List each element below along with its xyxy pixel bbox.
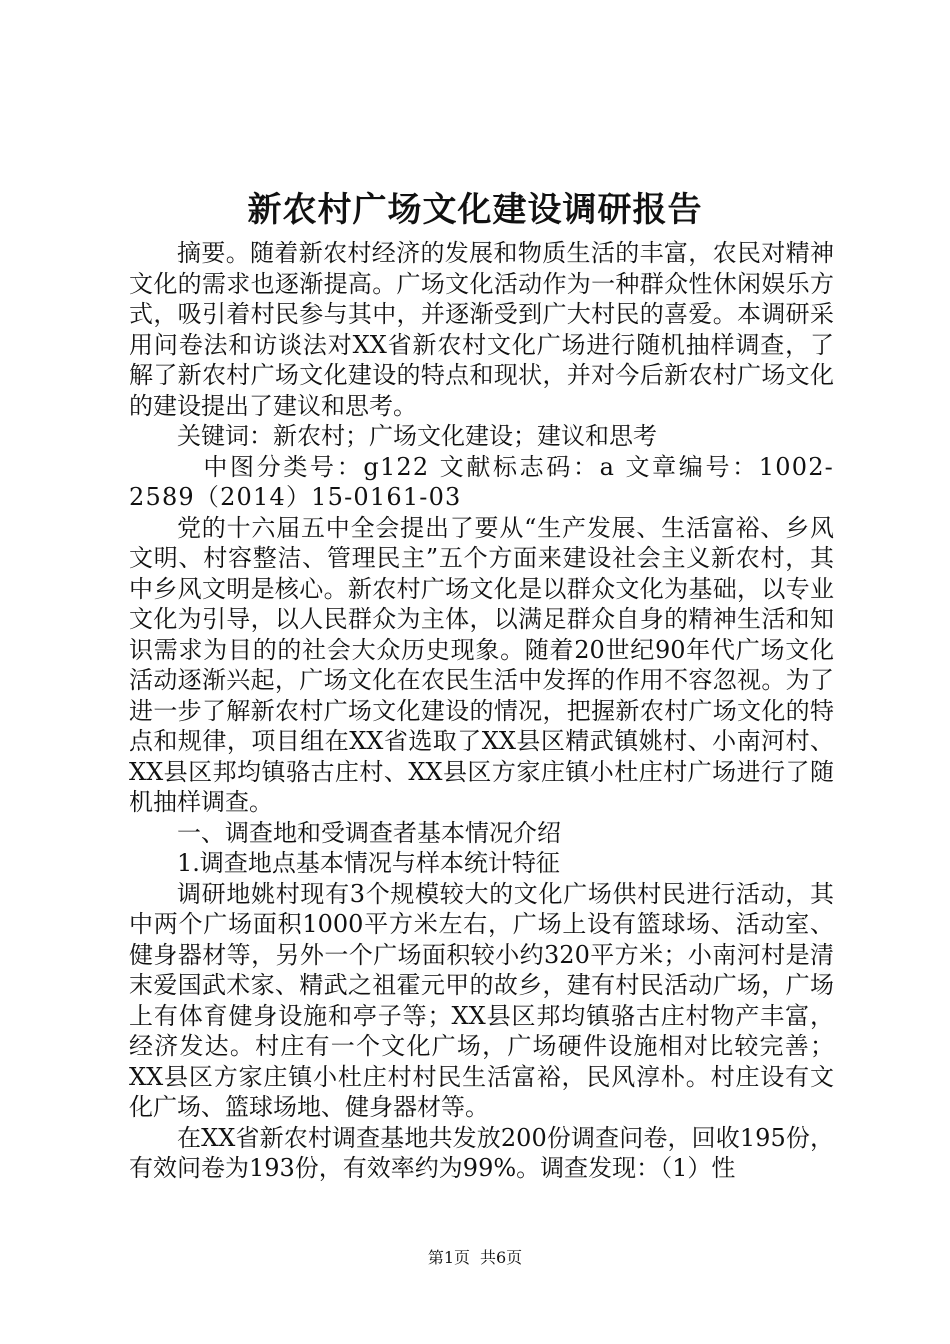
section-heading: 一、调查地和受调查者基本情况介绍 (177, 818, 561, 847)
page-total: 共6页 (480, 1248, 523, 1267)
keywords-paragraph: 关键词：新农村；广场文化建设；建议和思考 (177, 422, 657, 450)
questionnaire-paragraph: 在XX省新农村调查基地共发放200份调查问卷，回收195份，有效问卷为193份，有效率约为99%。调查发现：（1）性 (129, 1123, 834, 1182)
subsection-heading: 1.调查地点基本情况与样本统计特征 (177, 849, 560, 877)
abstract-paragraph: 摘要。随着新农村经济的发展和物质生活的丰富，农民对精神文化的需求也逐渐提高。广场文化活动作为一种群众性休闲娱乐方式，吸引着村民参与其中，并逐渐受到广大村民的喜爱。本调研采用问卷法和访谈法对XX省新农村文化广场进行随机抽样调查，了解了新农村广场文化建设的特点和现状，并对今后新农村广场文化的建设提出了建议和思考。 (129, 239, 834, 420)
page-number: 第1页 (427, 1248, 470, 1267)
document-body (129, 238, 834, 1184)
page-footer (0, 1245, 950, 1268)
intro-paragraph: 党的十六届五中全会提出了要从“生产发展、生活富裕、乡风文明、村容整洁、管理民主”五个方面来建设社会主义新农村，其中乡风文明是核心。新农村广场文化是以群众文化为基础，以专业文化为引导，以人民群众为主体，以满足群众自身的精神生活和知识需求为目的的社会大众历史现象。随着20世纪90年代广场文化活动逐渐兴起，广场文化在农民生活中发挥的作用不容忽视。为了进一步了解新农村广场文化建设的情况，把握新农村广场文化的特点和规律，项目组在XX省选取了XX县区精武镇姚村、小南河村、XX县区邦均镇骆古庄村、XX县区方家庄镇小杜庄村广场进行了随机抽样调查。 (129, 513, 834, 816)
document-title: 新农村广场文化建设调研报告 (247, 190, 703, 230)
survey-site-paragraph: 调研地姚村现有3个规模较大的文化广场供村民进行活动，其中两个广场面积1000平方米左右，广场上设有篮球场、活动室、健身器材等，另外一个广场面积较小约320平方米；小南河村是清末爱国武术家、精武之祖霍元甲的故乡，建有村民活动广场，广场上有体育健身设施和亭子等；XX县区邦均镇骆古庄村物产丰富，经济发达。村庄有一个文化广场，广场硬件设施相对比较完善；XX县区方家庄镇小杜庄村村民生活富裕，民风淳朴。村庄设有文化广场、篮球场地、健身器材等。 (129, 879, 834, 1121)
classification-paragraph: 中图分类号：g122 文献标志码：a 文章编号：1002-2589（2014）15-0161-03 (129, 452, 834, 511)
